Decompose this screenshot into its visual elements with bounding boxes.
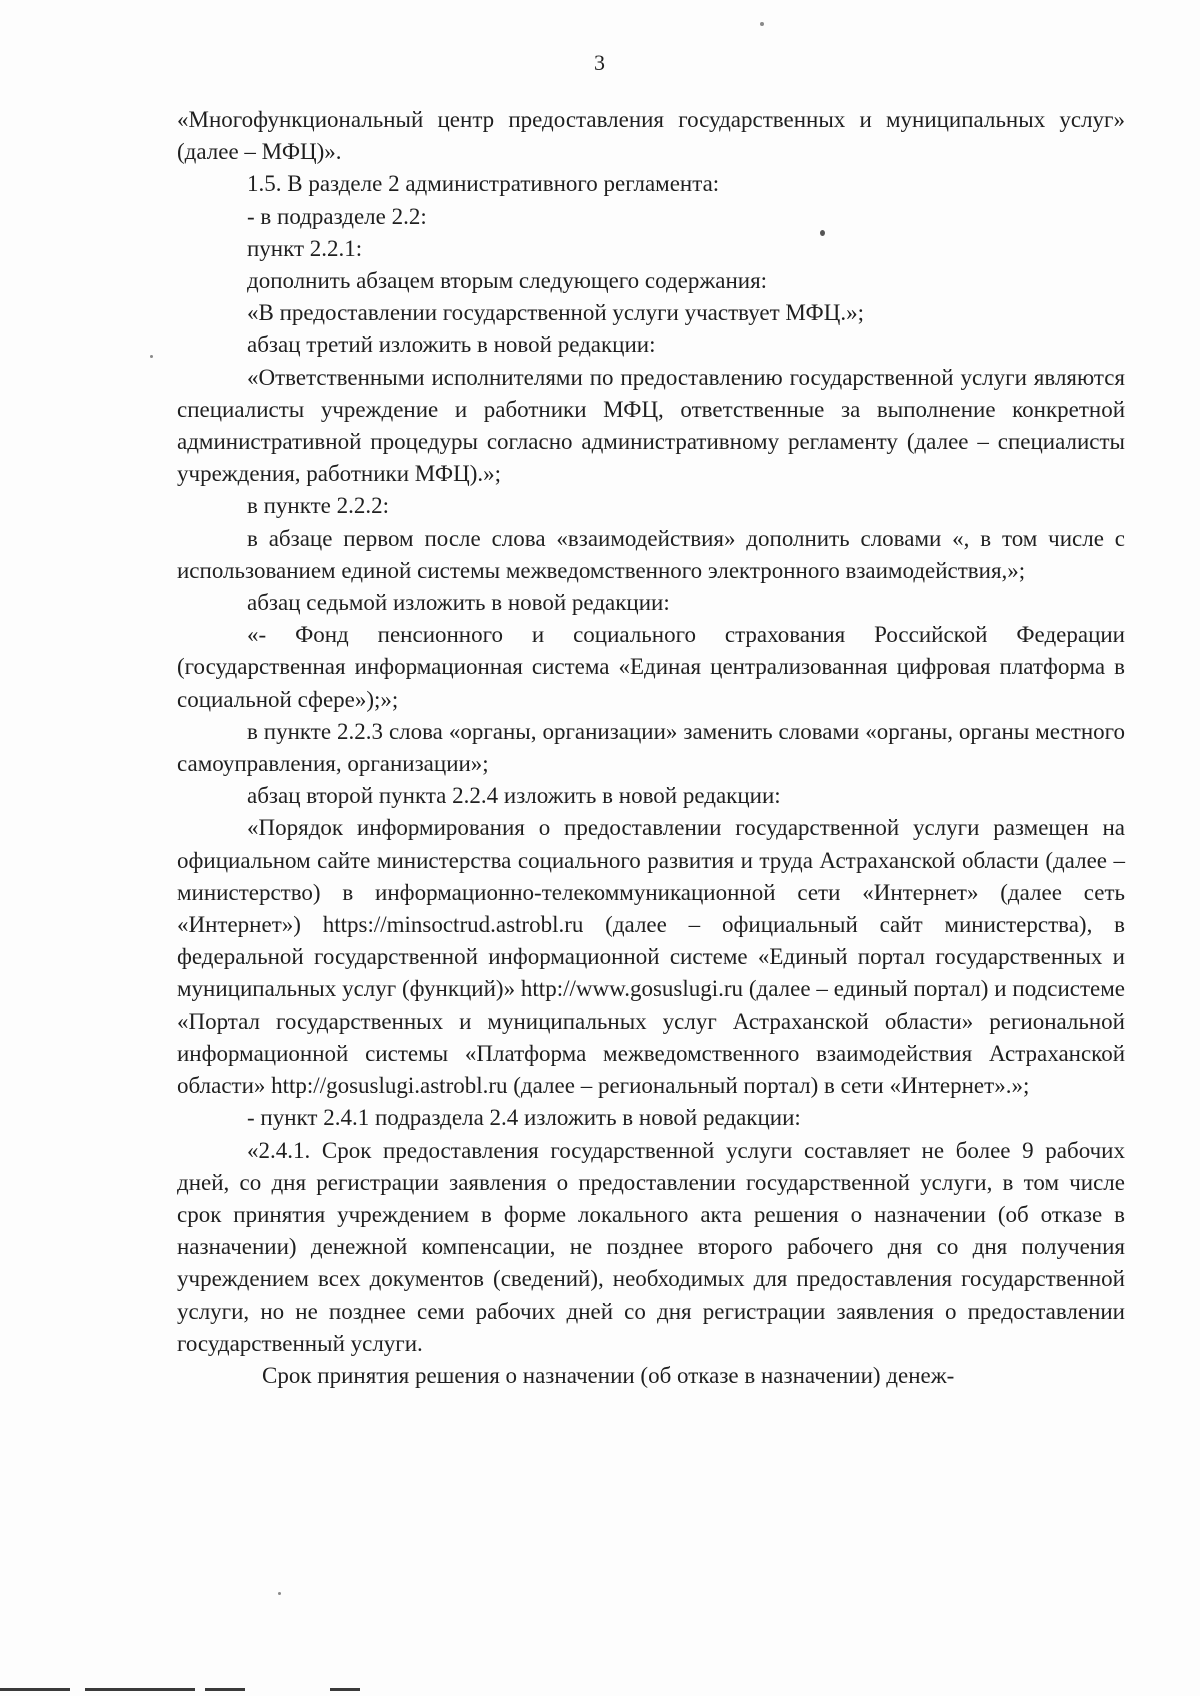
paragraph-decision-term: Срок принятия решения о назначении (об отказе в назначении) денеж- [262, 1362, 955, 1388]
paragraph-information-order: «Порядок информирования о предоставлении государственной услуги размещен на официальном сайте министерства социального развития и труда Астраханской области (далее – министерство) в информационно-телекоммуникационной сети «Интернет» (далее сеть «Интернет») https://minsoctrud.astrobl.ru (далее – официальный сайт министерства), в федеральной государственной информационной системе «Единый портал государственных и муниципальных услуг (функций)» http://www.gosuslugi.ru (далее – единый портал) и подсистеме «Портал государственных и муниципальных услуг Астраханской области» региональной информационной системы «Платформа межведомственного взаимодействия Астраханской области» http://gosuslugi.astrobl.ru (далее – региональный портал) в сети «Интернет».»; [177, 815, 1125, 1099]
scan-speck [150, 355, 153, 358]
paragraph-subsection-2-2: - в подразделе 2.2: [247, 203, 427, 229]
paragraph-item-2-2-2: в пункте 2.2.2: [247, 493, 389, 519]
paragraph-item-2-4-1: - пункт 2.4.1 подраздела 2.4 изложить в новой редакции: [247, 1105, 801, 1131]
paragraph-item-2-2-3: в пункте 2.2.3 слова «органы, организации» заменить словами «органы, органы местного самоуправления, организации»; [177, 718, 1125, 777]
paragraph-section-2: 1.5. В разделе 2 административного регламента: [247, 171, 720, 197]
scan-edge-mark [205, 1688, 245, 1691]
scan-edge-mark [0, 1688, 70, 1691]
paragraph-responsible-executors: «Ответственными исполнителями по предоставлению государственной услуги являются специалисты учреждение и работники МФЦ, ответственные за выполнение конкретной административной процедуры согласно административному регламенту (далее – специалисты учреждения, работники МФЦ).»; [177, 364, 1125, 487]
paragraph-item-2-2-4: абзац второй пункта 2.2.4 изложить в новой редакции: [247, 783, 781, 809]
scan-edge-mark [330, 1688, 360, 1691]
paragraph-interaction-words: в абзаце первом после слова «взаимодействия» дополнить словами «, в том числе с использованием единой системы межведомственного электронного взаимодействия,»; [177, 525, 1125, 583]
scan-speck [820, 230, 825, 236]
paragraph-pension-fund: «- Фонд пенсионного и социального страхования Российской Федерации (государственная информационная система «Единая централизованная цифровая платформа в социальной сфере»);»; [177, 622, 1125, 712]
paragraph-service-term: «2.4.1. Срок предоставления государственной услуги составляет не более 9 рабочих дней, со дня регистрации заявления о предоставлении государственной услуги, в том числе срок принятия учреждением в форме локального акта решения о назначении (об отказе в назначении) денежной компенсации, не позднее второго рабочего дня со дня получения учреждением всех документов (сведений), необходимых для предоставления государственной услуги, но не позднее семи рабочих дней со дня регистрации заявления о предоставлении государственный услуги. [177, 1137, 1125, 1356]
scan-speck [278, 1592, 281, 1595]
paragraph-seventh-new-edition: абзац седьмой изложить в новой редакции: [247, 590, 670, 616]
scan-speck [760, 22, 764, 26]
scan-edge-mark [85, 1688, 195, 1691]
page-number: 3 [594, 50, 606, 75]
paragraph-item-2-2-1: пункт 2.2.1: [247, 235, 363, 261]
paragraph-mfc-participates: «В предоставлении государственной услуги участвует МФЦ.»; [247, 300, 864, 326]
paragraph-intro-continuation: «Многофункциональный центр предоставления государственных и муниципальных услуг» (далее – МФЦ)». [177, 107, 1125, 165]
paragraph-third-new-edition: абзац третий изложить в новой редакции: [247, 332, 656, 358]
paragraph-add-second: дополнить абзацем вторым следующего содержания: [247, 268, 768, 294]
document-body [177, 104, 1125, 1392]
